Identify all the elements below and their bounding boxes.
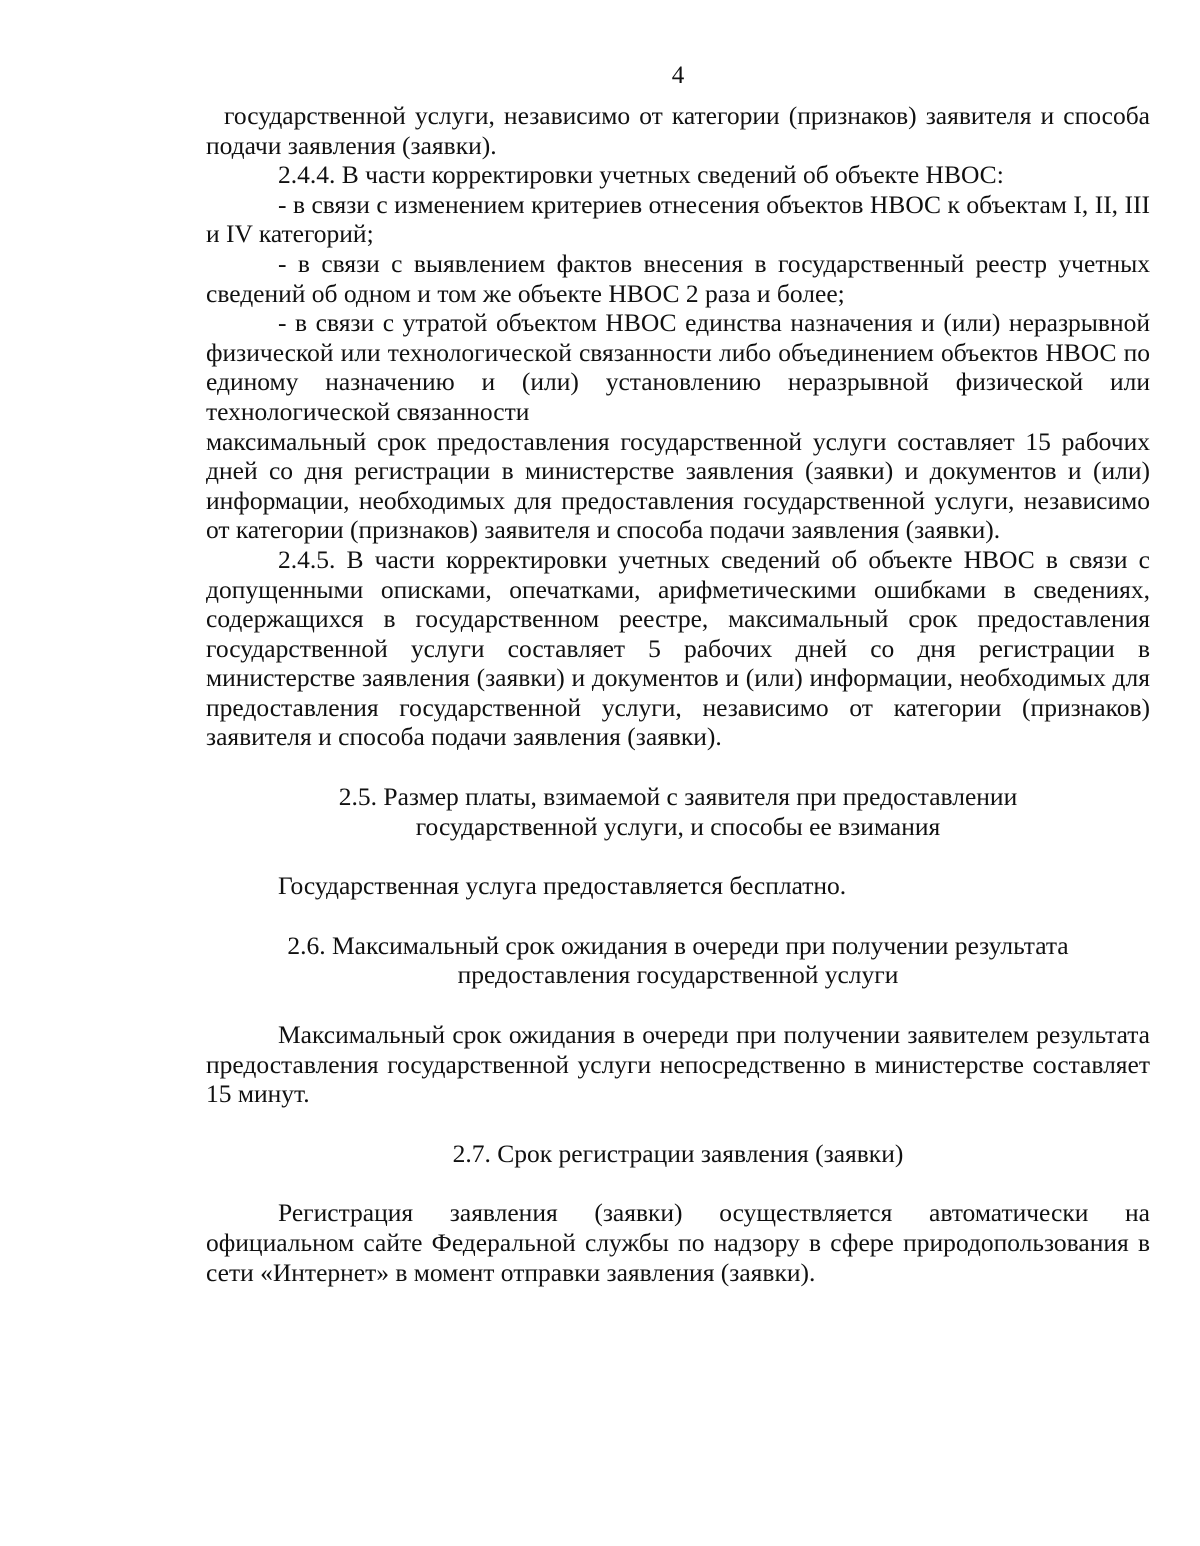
section-heading-2-5-line-1: 2.5. Размер платы, взимаемой с заявителя при предоставлении [338,782,1018,812]
paragraph-2-4-4-heading: 2.4.4. В части корректировки учетных сведений об объекте НВОС: [278,160,1004,190]
section-heading-2-6-line-1: 2.6. Максимальный срок ожидания в очереди при получении результата [287,930,1069,960]
paragraph-2-6-text: Максимальный срок ожидания в очереди при получении заявителем результата предоставления государственной услуги непосредственно в министерстве составляет 15 минут. [206,1020,1150,1109]
paragraph-2-7-text: Регистрация заявления (заявки) осуществляется автоматически на официальном сайте Федеральной службы по надзору в сфере природопользования в сети «Интернет» в момент отправки заявления (заявки). [206,1198,1150,1287]
paragraph-2-4-4-term: максимальный срок предоставления государственной услуги составляет 15 рабочих дней со дня регистрации в министерстве заявления (заявки) и документов и (или) информации, необходимых для предоставления государственной услуги, независимо от категории (признаков) заявителя и способа подачи заявления (заявки). [206,426,1150,545]
section-heading-2-7: 2.7. Срок регистрации заявления (заявки) [452,1138,904,1168]
paragraph-2-4-4-item-1: - в связи с изменением критериев отнесения объектов НВОС к объектам I, II, III и IV категорий; [206,189,1150,249]
page-number: 4 [671,62,685,89]
paragraph-2-4-4-item-2: - в связи с выявлением фактов внесения в государственный реестр учетных сведений об одном и том же объекте НВОС 2 раза и более; [206,248,1150,308]
section-heading-2-5-line-2: государственной услуги, и способы ее взимания [415,811,941,841]
paragraph-2-4-5: 2.4.5. В части корректировки учетных сведений об объекте НВОС в связи с допущенными описками, опечатками, арифметическими ошибками в сведениях, содержащихся в государственном реестре, максимальный срок предоставления государственной услуги составляет 5 рабочих дней со дня регистрации в министерстве заявления (заявки) и документов и (или) информации, необходимых для предоставления государственной услуги, независимо от категории (признаков) заявителя и способа подачи заявления (заявки). [206,544,1150,752]
section-heading-2-6-line-2: предоставления государственной услуги [457,960,899,990]
document-body [206,101,1150,1287]
paragraph-2-4-4-item-3: - в связи с утратой объектом НВОС единства назначения и (или) неразрывной физической или технологической связанности либо объединением объектов НВОС по единому назначению и (или) установлению неразрывной физической или технологической связанности [206,308,1150,426]
paragraph-2-5-text: Государственная услуга предоставляется бесплатно. [278,871,847,901]
paragraph-continuation: государственной услуги, независимо от категории (признаков) заявителя и способа подачи заявления (заявки). [206,101,1150,160]
